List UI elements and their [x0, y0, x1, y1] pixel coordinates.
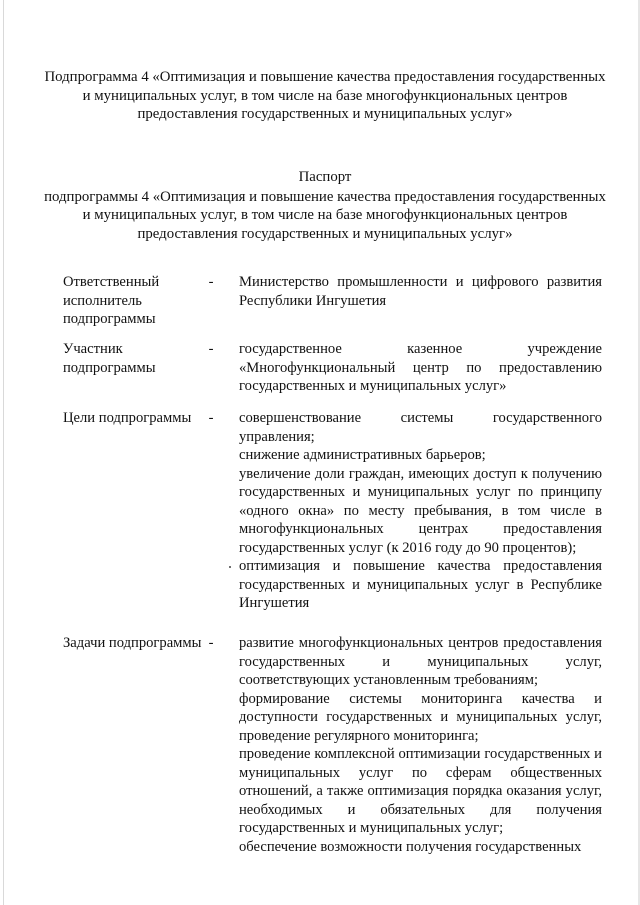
- row-value-paragraph: снижение административных барьеров;: [239, 447, 486, 463]
- row-value-paragraph: увеличение доли граждан, имеющих доступ к получению государственных и муниципальных услуг по принципу «одного окна» по месту пребывания, в том числе в многофункциональных центрах предоставления государственных услуг (к 2016 году до 90 процентов);: [239, 465, 602, 556]
- row-label: Задачи подпрограммы: [63, 635, 202, 651]
- row-label: Цели подпрограммы: [63, 410, 192, 426]
- row-dash: -: [208, 410, 214, 426]
- row-value: [239, 634, 602, 856]
- row-value-paragraph: государственное казенное учреждение «Многофункциональный центр по предоставлению государственных и муниципальных услуг»: [239, 341, 602, 394]
- row-value: [239, 273, 602, 310]
- row-dash: -: [208, 274, 214, 290]
- row-value: [239, 409, 602, 613]
- row-value-paragraph: оптимизация и повышение качества предоставления государственных и муниципальных услуг в Республике Ингушетия: [239, 558, 602, 611]
- row-value-paragraph: развитие многофункциональных центров предоставления государственных и муниципальных услуг, соответствующих установленным требованиям;: [239, 635, 602, 688]
- row-dash: -: [208, 341, 214, 357]
- row-value: [239, 340, 602, 396]
- row-label: Ответственный исполнитель подпрограммы: [63, 274, 160, 327]
- row-label: Участник подпрограммы: [63, 341, 156, 376]
- passport-subtitle: подпрограммы 4 «Оптимизация и повышение качества предоставления государственных и муниципальных услуг, в том числе на базе многофункциональных центров предоставления государственных и муниципальных услуг»: [44, 188, 606, 242]
- passport-header: [40, 168, 610, 243]
- subprogram-title: Подпрограмма 4 «Оптимизация и повышение качества предоставления государственных и муниципальных услуг, в том числе на базе многофункциональных центров предоставления государственных и муниципальных услуг»: [44, 69, 606, 122]
- row-value-paragraph: обеспечение возможности получения государственных: [239, 838, 582, 855]
- scan-speck: [229, 566, 231, 568]
- scan-edge-left: [3, 0, 4, 905]
- row-value-paragraph: совершенствование системы государственного управления;: [239, 410, 602, 445]
- row-dash: -: [208, 635, 214, 651]
- row-value-paragraph: формирование системы мониторинга качества и доступности государственных и муниципальных услуг, проведение регулярного мониторинга;: [239, 690, 602, 744]
- passport-heading: Паспорт: [298, 169, 352, 185]
- row-value-paragraph: Министерство промышленности и цифрового развития Республики Ингушетия: [239, 274, 602, 309]
- row-value-paragraph: проведение комплексной оптимизации государственных и муниципальных услуг по сферам общественных отношений, а также оптимизация порядка оказания услуг, необходимых и обязательных для получения государственных и муниципальных услуг;: [239, 746, 602, 836]
